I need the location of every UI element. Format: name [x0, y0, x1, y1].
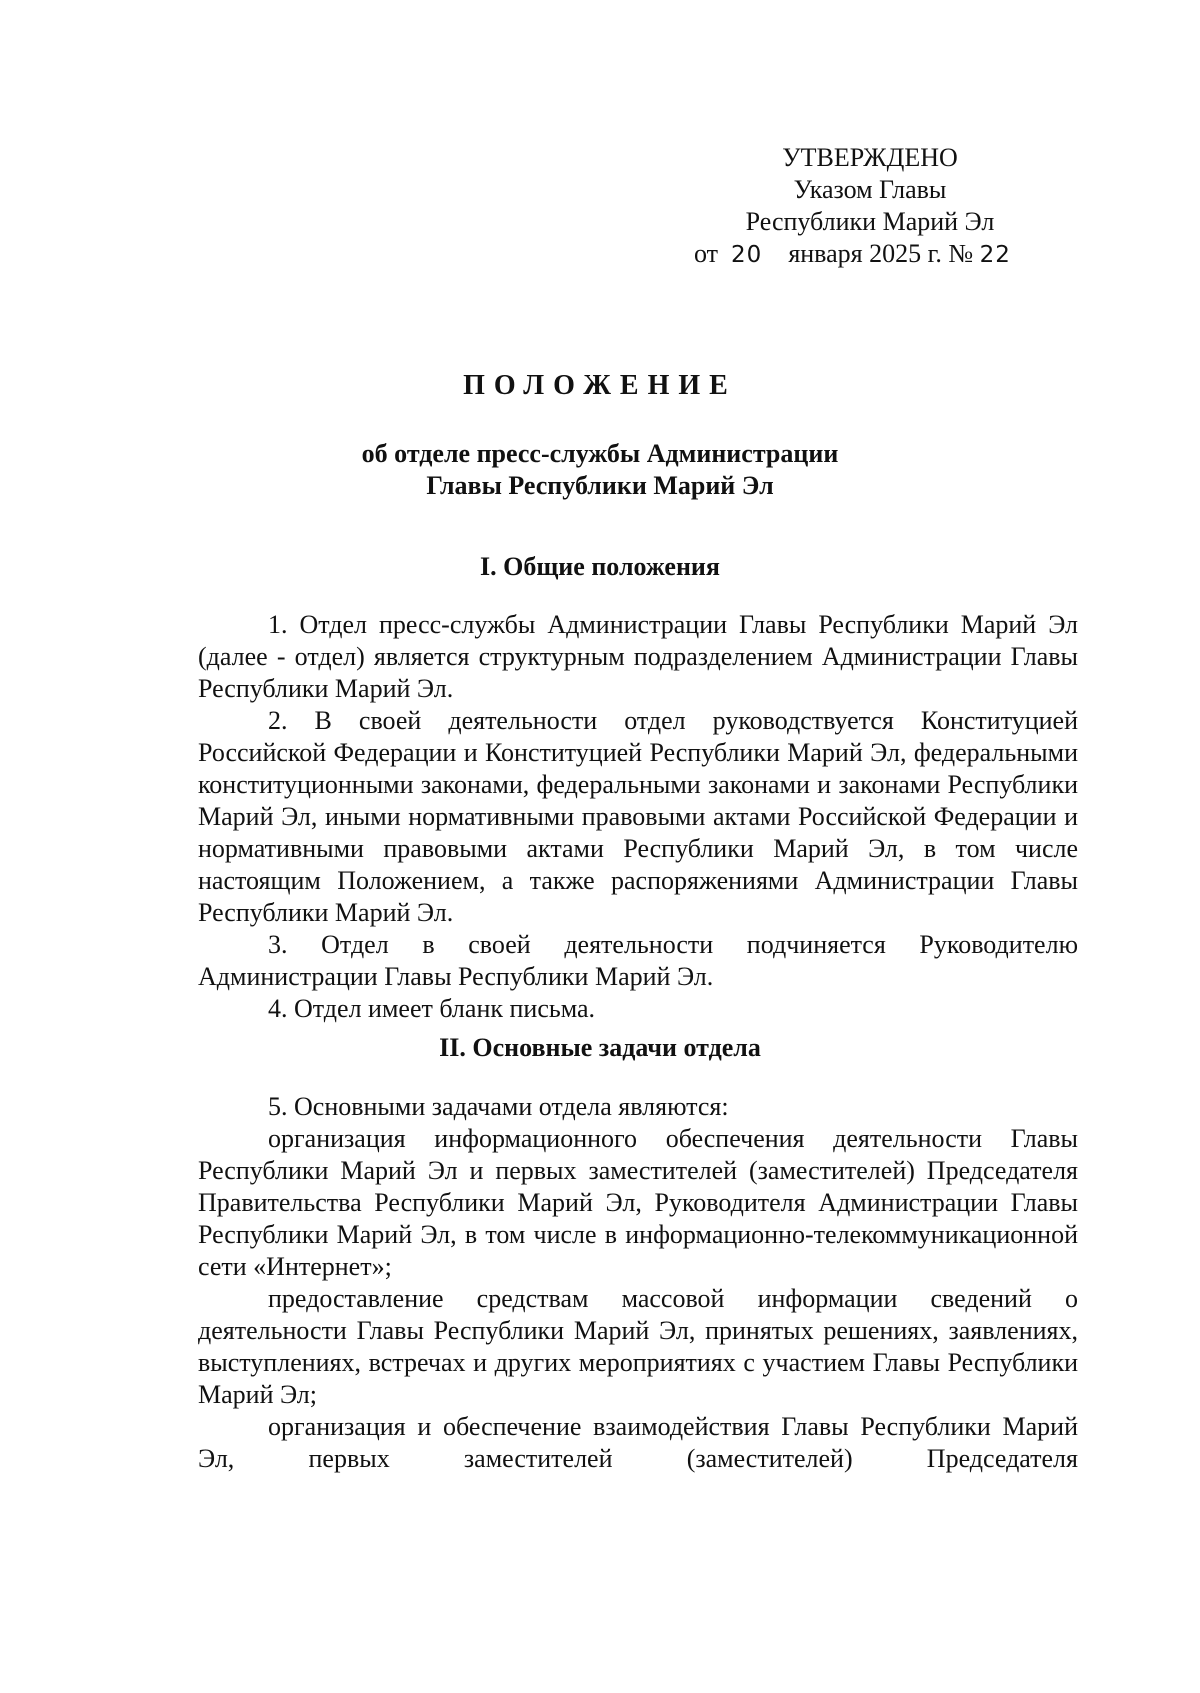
document-title: ПОЛОЖЕНИЕ	[463, 370, 737, 401]
subtitle-line-1: об отделе пресс-службы Администрации	[361, 439, 839, 468]
section-1-body	[198, 609, 1078, 1025]
section-1-heading: I. Общие положения	[480, 552, 720, 581]
paragraph-task-1: организация информационного обеспечения деятельности Главы Республики Марий Эл и первых заместителей (заместителей) Председателя Правительства Республики Марий Эл, Руководителя Администрации Главы Республики Марий Эл, в том числе в информационно-телекоммуникационной сети «Интернет»;	[198, 1124, 1078, 1281]
paragraph-3: 3. Отдел в своей деятельности подчиняется Руководителю Администрации Главы Республики Марий Эл.	[198, 930, 1078, 991]
section-2-body	[198, 1091, 1078, 1475]
approval-label: УТВЕРЖДЕНО	[782, 143, 958, 172]
document-subtitle	[0, 438, 1200, 502]
approval-month-year: января 2025 г. №	[788, 239, 974, 268]
paragraph-1: 1. Отдел пресс-службы Администрации Главы Республики Марий Эл (далее - отдел) является структурным подразделением Администрации Главы Республики Марий Эл.	[198, 610, 1078, 703]
paragraph-4: 4. Отдел имеет бланк письма.	[268, 994, 596, 1023]
approval-number: 22	[979, 242, 1011, 268]
section-2-heading: II. Основные задачи отдела	[439, 1033, 761, 1062]
approval-date-line	[694, 238, 1040, 271]
paragraph-5: 5. Основными задачами отдела являются:	[268, 1092, 729, 1121]
paragraph-task-2: предоставление средствам массовой информации сведений о деятельности Главы Республики Марий Эл, принятых решениях, заявлениях, выступлениях, встречах и других мероприятиях с участием Главы Республики Марий Эл;	[198, 1284, 1078, 1409]
subtitle-line-2: Главы Республики Марий Эл	[426, 471, 774, 500]
approval-decree: Указом Главы	[793, 175, 947, 204]
approval-republic: Республики Марий Эл	[745, 207, 995, 236]
approval-stamp-block	[694, 142, 1040, 271]
paragraph-2: 2. В своей деятельности отдел руководствуется Конституцией Российской Федерации и Конституцией Республики Марий Эл, федеральными конституционными законами, федеральными законами и законами Республики Марий Эл, иными нормативными правовыми актами Российской Федерации и нормативными правовыми актами Республики Марий Эл, в том числе настоящим Положением, а также распоряжениями Администрации Главы Республики Марий Эл.	[198, 706, 1078, 927]
paragraph-task-3: организация и обеспечение взаимодействия Главы Республики Марий Эл, первых заместителей (заместителей) Председателя	[198, 1412, 1078, 1473]
approval-day: 20	[731, 242, 763, 268]
approval-date-prefix: от	[694, 239, 719, 268]
